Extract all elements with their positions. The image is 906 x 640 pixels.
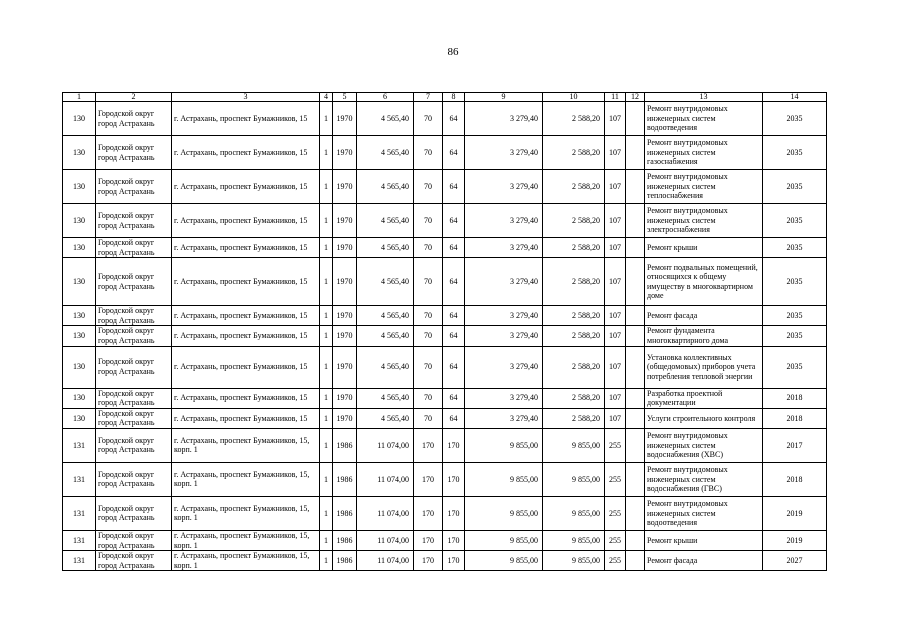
table-cell-c12 [626, 408, 645, 428]
table-cell-c2: Городской округ город Астрахань [96, 496, 172, 530]
table-cell-c4: 1 [320, 170, 333, 204]
table-cell-c8: 64 [443, 102, 465, 136]
table-cell-c7: 70 [414, 346, 443, 388]
table-cell-c13: Ремонт подвальных помещений, относящихся к общему имуществу в многоквартирном доме [645, 258, 763, 306]
table-cell-c4: 1 [320, 428, 333, 462]
table-cell-c2: Городской округ город Астрахань [96, 306, 172, 326]
table-cell-c12 [626, 204, 645, 238]
table-cell-c1: 130 [63, 306, 96, 326]
table-cell-c12 [626, 462, 645, 496]
table-cell-c11: 107 [605, 408, 626, 428]
table-cell-c4: 1 [320, 258, 333, 306]
table-cell-c6: 4 565,40 [357, 102, 414, 136]
table-cell-c8: 64 [443, 204, 465, 238]
table-cell-c4: 1 [320, 346, 333, 388]
table-cell-c12 [626, 170, 645, 204]
table-cell-c12 [626, 551, 645, 571]
table-cell-c7: 170 [414, 462, 443, 496]
table-cell-c1: 130 [63, 258, 96, 306]
table-cell-c3: г. Астрахань, проспект Бумажников, 15, корп. 1 [172, 530, 320, 550]
column-number-row [63, 93, 827, 102]
table-cell-c11: 107 [605, 170, 626, 204]
table-cell-c13: Ремонт фасада [645, 306, 763, 326]
table-cell-c10: 2 588,20 [543, 306, 605, 326]
table-cell-c1: 131 [63, 551, 96, 571]
table-cell-c5: 1970 [333, 346, 357, 388]
table-cell-c12 [626, 388, 645, 408]
table-cell-c11: 107 [605, 258, 626, 306]
column-number-cell: 13 [645, 93, 763, 102]
table-cell-c8: 64 [443, 238, 465, 258]
table-row [63, 326, 827, 346]
table-cell-c3: г. Астрахань, проспект Бумажников, 15, корп. 1 [172, 496, 320, 530]
table-row [63, 388, 827, 408]
table-cell-c3: г. Астрахань, проспект Бумажников, 15 [172, 258, 320, 306]
table-cell-c3: г. Астрахань, проспект Бумажников, 15, корп. 1 [172, 462, 320, 496]
table-cell-c2: Городской округ город Астрахань [96, 388, 172, 408]
table-cell-c7: 70 [414, 326, 443, 346]
table-cell-c9: 9 855,00 [465, 551, 543, 571]
table-cell-c10: 2 588,20 [543, 258, 605, 306]
table-cell-c2: Городской округ город Астрахань [96, 428, 172, 462]
table-cell-c14: 2035 [763, 204, 827, 238]
table-cell-c3: г. Астрахань, проспект Бумажников, 15 [172, 306, 320, 326]
table-cell-c14: 2035 [763, 306, 827, 326]
table-cell-c3: г. Астрахань, проспект Бумажников, 15 [172, 346, 320, 388]
column-number-cell: 4 [320, 93, 333, 102]
table-cell-c11: 107 [605, 346, 626, 388]
table-row [63, 204, 827, 238]
table-cell-c4: 1 [320, 551, 333, 571]
table-cell-c5: 1970 [333, 238, 357, 258]
table-cell-c13: Ремонт внутридомовых инженерных систем электроснабжения [645, 204, 763, 238]
table-cell-c12 [626, 496, 645, 530]
table-cell-c9: 3 279,40 [465, 326, 543, 346]
column-number-cell: 7 [414, 93, 443, 102]
table-cell-c10: 9 855,00 [543, 530, 605, 550]
table-cell-c14: 2035 [763, 238, 827, 258]
table-cell-c14: 2018 [763, 388, 827, 408]
column-number-cell: 6 [357, 93, 414, 102]
table-cell-c1: 131 [63, 530, 96, 550]
table-cell-c14: 2018 [763, 408, 827, 428]
column-number-cell: 5 [333, 93, 357, 102]
table-cell-c13: Ремонт внутридомовых инженерных систем водоснабжения (ГВС) [645, 462, 763, 496]
table-cell-c10: 2 588,20 [543, 102, 605, 136]
table-cell-c14: 2035 [763, 258, 827, 306]
table-cell-c2: Городской округ город Астрахань [96, 238, 172, 258]
table-cell-c5: 1986 [333, 496, 357, 530]
table-cell-c6: 11 074,00 [357, 530, 414, 550]
table-cell-c1: 130 [63, 102, 96, 136]
table-cell-c8: 64 [443, 258, 465, 306]
table-cell-c5: 1986 [333, 428, 357, 462]
table-cell-c2: Городской округ город Астрахань [96, 530, 172, 550]
table-cell-c14: 2019 [763, 530, 827, 550]
table-cell-c2: Городской округ город Астрахань [96, 326, 172, 346]
table-cell-c3: г. Астрахань, проспект Бумажников, 15, корп. 1 [172, 428, 320, 462]
table-row [63, 102, 827, 136]
table-cell-c2: Городской округ город Астрахань [96, 346, 172, 388]
table-cell-c13: Разработка проектной документации [645, 388, 763, 408]
table-cell-c13: Ремонт внутридомовых инженерных систем водоотведения [645, 102, 763, 136]
column-number-cell: 14 [763, 93, 827, 102]
table-cell-c1: 131 [63, 428, 96, 462]
table-cell-c9: 9 855,00 [465, 428, 543, 462]
table-cell-c11: 107 [605, 136, 626, 170]
table-cell-c9: 3 279,40 [465, 136, 543, 170]
table-cell-c14: 2017 [763, 428, 827, 462]
table-cell-c6: 4 565,40 [357, 346, 414, 388]
table-cell-c3: г. Астрахань, проспект Бумажников, 15 [172, 136, 320, 170]
table-cell-c4: 1 [320, 462, 333, 496]
table-cell-c2: Городской округ город Астрахань [96, 551, 172, 571]
table-cell-c5: 1970 [333, 136, 357, 170]
table-row [63, 238, 827, 258]
table-cell-c6: 4 565,40 [357, 258, 414, 306]
table-cell-c14: 2019 [763, 496, 827, 530]
table-row [63, 258, 827, 306]
table-cell-c11: 255 [605, 530, 626, 550]
table-cell-c7: 70 [414, 136, 443, 170]
table-cell-c11: 107 [605, 238, 626, 258]
table-cell-c8: 64 [443, 388, 465, 408]
table-cell-c5: 1970 [333, 170, 357, 204]
table-cell-c14: 2027 [763, 551, 827, 571]
table-cell-c10: 9 855,00 [543, 496, 605, 530]
table-cell-c7: 170 [414, 496, 443, 530]
table-cell-c9: 3 279,40 [465, 238, 543, 258]
table-cell-c5: 1970 [333, 204, 357, 238]
table-cell-c11: 255 [605, 462, 626, 496]
table-cell-c2: Городской округ город Астрахань [96, 170, 172, 204]
table-cell-c1: 130 [63, 204, 96, 238]
table-cell-c9: 9 855,00 [465, 462, 543, 496]
table-cell-c1: 130 [63, 326, 96, 346]
table-cell-c5: 1986 [333, 462, 357, 496]
table-cell-c8: 170 [443, 551, 465, 571]
table-cell-c11: 107 [605, 326, 626, 346]
table-cell-c3: г. Астрахань, проспект Бумажников, 15 [172, 388, 320, 408]
table-cell-c7: 70 [414, 102, 443, 136]
table-cell-c11: 107 [605, 204, 626, 238]
table-cell-c5: 1970 [333, 326, 357, 346]
table-cell-c4: 1 [320, 306, 333, 326]
table-cell-c6: 4 565,40 [357, 306, 414, 326]
table-cell-c11: 255 [605, 551, 626, 571]
table-cell-c8: 64 [443, 306, 465, 326]
table-cell-c13: Ремонт внутридомовых инженерных систем водоснабжения (ХВС) [645, 428, 763, 462]
table-cell-c10: 2 588,20 [543, 326, 605, 346]
table-cell-c3: г. Астрахань, проспект Бумажников, 15 [172, 326, 320, 346]
table-cell-c14: 2018 [763, 462, 827, 496]
table-cell-c12 [626, 102, 645, 136]
table-cell-c4: 1 [320, 388, 333, 408]
table-cell-c6: 4 565,40 [357, 238, 414, 258]
table-cell-c7: 70 [414, 204, 443, 238]
table-cell-c6: 4 565,40 [357, 408, 414, 428]
table-cell-c6: 4 565,40 [357, 204, 414, 238]
table-cell-c10: 2 588,20 [543, 204, 605, 238]
table-cell-c12 [626, 136, 645, 170]
table-cell-c1: 130 [63, 346, 96, 388]
page-number: 86 [447, 46, 459, 58]
table-row [63, 136, 827, 170]
table-cell-c13: Ремонт внутридомовых инженерных систем теплоснабжения [645, 170, 763, 204]
table-cell-c10: 2 588,20 [543, 136, 605, 170]
column-number-cell: 2 [96, 93, 172, 102]
table-cell-c9: 3 279,40 [465, 306, 543, 326]
table-cell-c4: 1 [320, 204, 333, 238]
table-cell-c5: 1970 [333, 388, 357, 408]
table-cell-c8: 64 [443, 170, 465, 204]
table-cell-c1: 130 [63, 408, 96, 428]
table-cell-c9: 3 279,40 [465, 204, 543, 238]
table-cell-c8: 170 [443, 462, 465, 496]
table-cell-c12 [626, 530, 645, 550]
table-cell-c8: 170 [443, 496, 465, 530]
table-cell-c9: 3 279,40 [465, 408, 543, 428]
table-cell-c9: 3 279,40 [465, 346, 543, 388]
table-cell-c6: 11 074,00 [357, 551, 414, 571]
table-cell-c13: Ремонт фундамента многоквартирного дома [645, 326, 763, 346]
table-cell-c4: 1 [320, 326, 333, 346]
column-number-cell: 10 [543, 93, 605, 102]
table-cell-c10: 2 588,20 [543, 388, 605, 408]
capital-repair-table [62, 92, 827, 571]
table-cell-c12 [626, 258, 645, 306]
table-cell-c13: Установка коллективных (общедомовых) приборов учета потребления тепловой энергии [645, 346, 763, 388]
table-cell-c4: 1 [320, 136, 333, 170]
table-cell-c7: 70 [414, 408, 443, 428]
table-row [63, 462, 827, 496]
column-number-cell: 12 [626, 93, 645, 102]
table-cell-c2: Городской округ город Астрахань [96, 462, 172, 496]
table-cell-c4: 1 [320, 408, 333, 428]
column-number-cell: 3 [172, 93, 320, 102]
table-cell-c6: 4 565,40 [357, 326, 414, 346]
table-row [63, 496, 827, 530]
table-cell-c8: 64 [443, 346, 465, 388]
table-cell-c13: Ремонт внутридомовых инженерных систем водоотведения [645, 496, 763, 530]
table-cell-c11: 107 [605, 388, 626, 408]
table-cell-c12 [626, 238, 645, 258]
table-cell-c2: Городской округ город Астрахань [96, 136, 172, 170]
table-cell-c11: 255 [605, 428, 626, 462]
table-cell-c1: 130 [63, 238, 96, 258]
table-cell-c10: 2 588,20 [543, 170, 605, 204]
table-cell-c10: 9 855,00 [543, 551, 605, 571]
table-cell-c12 [626, 428, 645, 462]
table-cell-c9: 9 855,00 [465, 496, 543, 530]
table-cell-c9: 3 279,40 [465, 258, 543, 306]
table-row [63, 530, 827, 550]
table-cell-c6: 11 074,00 [357, 428, 414, 462]
table-cell-c9: 9 855,00 [465, 530, 543, 550]
table-cell-c6: 4 565,40 [357, 388, 414, 408]
table-cell-c9: 3 279,40 [465, 388, 543, 408]
table-cell-c4: 1 [320, 530, 333, 550]
table-cell-c11: 255 [605, 496, 626, 530]
table-cell-c10: 2 588,20 [543, 408, 605, 428]
table-cell-c5: 1970 [333, 258, 357, 306]
table-cell-c13: Ремонт крыши [645, 238, 763, 258]
table-cell-c14: 2035 [763, 346, 827, 388]
table-cell-c11: 107 [605, 102, 626, 136]
table-cell-c3: г. Астрахань, проспект Бумажников, 15 [172, 408, 320, 428]
table-cell-c10: 9 855,00 [543, 462, 605, 496]
table-cell-c11: 107 [605, 306, 626, 326]
table-cell-c2: Городской округ город Астрахань [96, 258, 172, 306]
table-cell-c7: 70 [414, 170, 443, 204]
table-cell-c5: 1970 [333, 306, 357, 326]
table-cell-c12 [626, 346, 645, 388]
table-cell-c12 [626, 326, 645, 346]
table-cell-c3: г. Астрахань, проспект Бумажников, 15 [172, 204, 320, 238]
table-cell-c14: 2035 [763, 102, 827, 136]
column-number-cell: 11 [605, 93, 626, 102]
table-cell-c8: 170 [443, 428, 465, 462]
table-cell-c1: 130 [63, 170, 96, 204]
column-number-cell: 9 [465, 93, 543, 102]
table-cell-c6: 11 074,00 [357, 496, 414, 530]
table-cell-c1: 131 [63, 496, 96, 530]
table-cell-c13: Услуги строительного контроля [645, 408, 763, 428]
table-cell-c7: 70 [414, 306, 443, 326]
table-cell-c2: Городской округ город Астрахань [96, 408, 172, 428]
table-cell-c10: 2 588,20 [543, 238, 605, 258]
table-cell-c8: 64 [443, 136, 465, 170]
table-row [63, 306, 827, 326]
table-cell-c4: 1 [320, 496, 333, 530]
table-cell-c14: 2035 [763, 326, 827, 346]
table-cell-c4: 1 [320, 102, 333, 136]
table-cell-c14: 2035 [763, 136, 827, 170]
table-cell-c3: г. Астрахань, проспект Бумажников, 15, корп. 1 [172, 551, 320, 571]
table-cell-c7: 170 [414, 428, 443, 462]
table-cell-c13: Ремонт внутридомовых инженерных систем газоснабжения [645, 136, 763, 170]
table-cell-c5: 1970 [333, 408, 357, 428]
table-row [63, 170, 827, 204]
table-cell-c3: г. Астрахань, проспект Бумажников, 15 [172, 170, 320, 204]
table-cell-c7: 170 [414, 530, 443, 550]
table-cell-c3: г. Астрахань, проспект Бумажников, 15 [172, 238, 320, 258]
table-cell-c2: Городской округ город Астрахань [96, 102, 172, 136]
table-cell-c7: 70 [414, 388, 443, 408]
table-cell-c9: 3 279,40 [465, 102, 543, 136]
table-cell-c5: 1970 [333, 102, 357, 136]
table-row [63, 428, 827, 462]
table-cell-c2: Городской округ город Астрахань [96, 204, 172, 238]
column-number-cell: 1 [63, 93, 96, 102]
table-cell-c10: 2 588,20 [543, 346, 605, 388]
table-cell-c3: г. Астрахань, проспект Бумажников, 15 [172, 102, 320, 136]
table-row [63, 551, 827, 571]
table-cell-c13: Ремонт фасада [645, 551, 763, 571]
table-cell-c1: 130 [63, 136, 96, 170]
table-cell-c4: 1 [320, 238, 333, 258]
table-cell-c7: 170 [414, 551, 443, 571]
column-number-cell: 8 [443, 93, 465, 102]
table-cell-c8: 170 [443, 530, 465, 550]
table-row [63, 346, 827, 388]
table-cell-c12 [626, 306, 645, 326]
table-cell-c6: 4 565,40 [357, 170, 414, 204]
table-cell-c5: 1986 [333, 530, 357, 550]
table-cell-c1: 130 [63, 388, 96, 408]
table-cell-c6: 11 074,00 [357, 462, 414, 496]
table-cell-c14: 2035 [763, 170, 827, 204]
table-cell-c1: 131 [63, 462, 96, 496]
table-row [63, 408, 827, 428]
table-cell-c7: 70 [414, 238, 443, 258]
table-cell-c9: 3 279,40 [465, 170, 543, 204]
table-cell-c13: Ремонт крыши [645, 530, 763, 550]
table-cell-c5: 1986 [333, 551, 357, 571]
table-cell-c10: 9 855,00 [543, 428, 605, 462]
table-cell-c8: 64 [443, 326, 465, 346]
table-cell-c8: 64 [443, 408, 465, 428]
table-cell-c7: 70 [414, 258, 443, 306]
table-cell-c6: 4 565,40 [357, 136, 414, 170]
